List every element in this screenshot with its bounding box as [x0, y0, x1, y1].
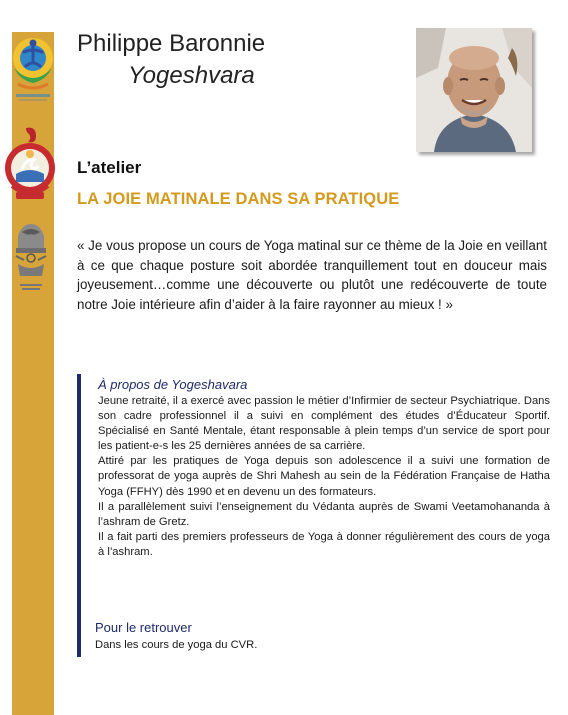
workshop-description-quote: « Je vous propose un cours de Yoga matinal sur ce thème de la Joie en veillant à ce que chaque posture soit abordée tranquillement tout en douceur mais joyeusement…comme une découverte ou plutôt une redécouverte de toute notre Joie intérieure afin d’aider à la faire rayonner au mieux ! »	[77, 238, 547, 312]
bio-section	[77, 374, 550, 657]
instructor-name: Philippe Baronnie	[77, 30, 266, 57]
bio-heading: À propos de Yogeshavara	[98, 377, 248, 392]
find-him-text: Dans les cours de yoga du CVR.	[95, 639, 258, 651]
bio-paragraph: Jeune retraité, il a exercé avec passion le métier d’Infirmier de secteur Psychiatrique. Dans son cadre professionnel il a suivi en complément des études d’Éducateur Sportif. Spécialisé en Santé Mentale, étant responsable à plein temps d’un service de sport pour les patient-e-s les 25 dernières années de sa carrière.	[98, 395, 550, 453]
bio-text	[98, 394, 550, 560]
bio-paragraph: Il a fait parti des premiers professeurs de Yoga à donner régulièrement des cours de yoga à l’ashram.	[98, 530, 550, 558]
vanda-lotus-emblem-icon	[2, 124, 58, 206]
portrait-photo-icon	[416, 28, 532, 152]
find-him-heading: Pour le retrouver	[95, 620, 192, 635]
bio-paragraph: Attiré par les pratiques de Yoga depuis son adolescence il a suivi une formation de professorat de yoga auprès de Shri Mahesh au sein de la Fédération Française de Hatha Yoga (FFHY) dès 1990 et en devenu un des formateurs.	[98, 455, 550, 498]
bio-paragraph: Il a parallèlement suivi l’enseignement du Védanta auprès de Swami Veetamohananda à l’ashram de Gretz.	[98, 500, 550, 528]
international-yoga-day-emblem-icon	[6, 28, 60, 114]
ashoka-lion-capital-emblem-icon	[10, 218, 52, 304]
instructor-spiritual-name: Yogeshvara	[128, 62, 255, 89]
section-label: L’atelier	[77, 158, 142, 177]
workshop-title: LA JOIE MATINALE DANS SA PRATIQUE	[77, 190, 400, 208]
